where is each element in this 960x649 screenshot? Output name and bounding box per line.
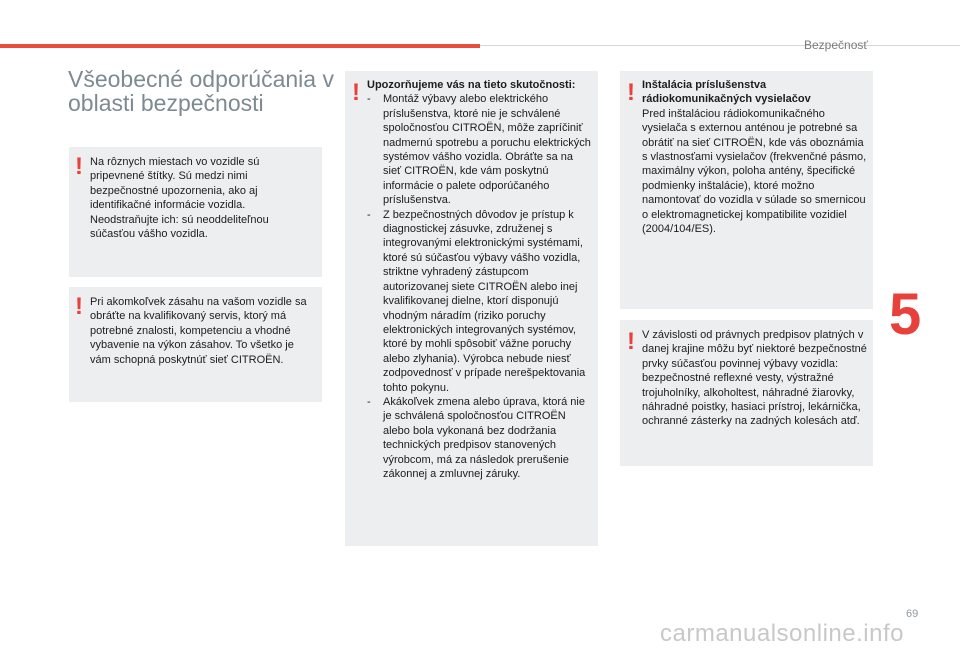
list-item: - Akákoľvek zmena alebo úprava, ktorá nie je schválená spoločnosťou CITROËN alebo bola vykonaná bez dodržania technických predpisov stanovených výrobcom, má za následok prerušenie zákonnej a zmluvnej záruky.: [367, 395, 592, 481]
warning-icon: !: [627, 328, 635, 355]
info-box-service: [69, 287, 322, 402]
warning-icon: !: [75, 153, 83, 180]
warning-list: [367, 92, 592, 481]
info-box-labels: [69, 147, 322, 277]
list-item: - Montáž výbavy alebo elektrického príslušenstva, ktoré nie je schválené spoločnosťou CITROËN, môže zapríčiniť nadmernú spotrebu a poruchu elektrických systémov vášho vozidla. Obráťte sa na sieť CITROËN, kde vám poskytnú informácie o palete odporúčaného príslušenstva.: [367, 92, 592, 207]
warning-icon: !: [627, 79, 635, 106]
box-text: Na rôznych miestach vo vozidle sú pripevnené štítky. Sú medzi nimi bezpečnostné upozornenia, ako aj identifikačné informácie vozidla. Neodstraňujte ich: sú neoddeliteľnou súčasťou vášho vozidla.: [90, 156, 269, 241]
box-heading: Inštalácia príslušenstva rádiokomunikačných vysielačov: [642, 79, 811, 106]
info-box-accessories: [345, 71, 598, 546]
section-label: Bezpečnosť: [804, 38, 868, 52]
page-title: Všeobecné odporúčania v oblasti bezpečnosti: [68, 66, 334, 116]
box-heading: Upozorňujeme vás na tieto skutočnosti:: [367, 79, 576, 91]
warning-icon: !: [352, 79, 360, 106]
info-box-mandatory-equipment: [620, 320, 873, 466]
watermark: carmanualsonline.info: [660, 620, 904, 647]
page-number: 69: [906, 608, 919, 620]
box-text: Pri akomkoľvek zásahu na vašom vozidle sa obráťte na kvalifikovaný servis, ktorý má potrebné znalosti, kompetenciu a vhodné vybavenie na výkon zásahov. To všetko je vám schopná poskytnúť sieť CITROËN.: [90, 296, 307, 366]
header-divider: [480, 45, 960, 46]
info-box-radio-transmitters: [620, 71, 873, 309]
chapter-number: 5: [889, 282, 922, 347]
box-text: Pred inštaláciou rádiokomunikačného vysielača s externou anténou je potrebné sa obrátiť na sieť CITROËN, kde vás oboznámia s vlastnosťami vysielačov (frekvenčné pásmo, maximálny výkon, poloha antény, špecifické podmienky inštalácie), ktoré možno namontovať do vozidla v súlade so smernicou o elektromagnetickej kompatibilite vozidiel (2004/104/ES).: [642, 107, 867, 236]
header-accent-bar: [0, 44, 480, 48]
list-item: - Z bezpečnostných dôvodov je prístup k diagnostickej zásuvke, združenej s integrovanými elektronickými systémami, ktoré sú súčasťou výbavy vášho vozidla, striktne vyhradený zástupcom autorizovanej siete CITROËN alebo inej kvalifikovanej dielne, ktorí disponujú vhodným náradím (riziko poruchy elektronických integrovaných systémov, ktoré by mohli spôsobiť vážne poruchy alebo zlyhania). Výrobca nebude niesť zodpovednosť v prípade nerešpektovania tohto pokynu.: [367, 208, 592, 395]
warning-icon: !: [75, 293, 83, 320]
box-text: V závislosti od právnych predpisov platných v danej krajine môžu byť niektoré bezpečnostné prvky súčasťou povinnej výbavy vozidla: bezpečnostné reflexné vesty, výstražné trojuholníky, alkoholtest, náhradné žiarovky, náhradné poistky, hasiaci prístroj, lekárnička, ochranné zásterky na zadných kolesách atď.: [642, 329, 867, 428]
